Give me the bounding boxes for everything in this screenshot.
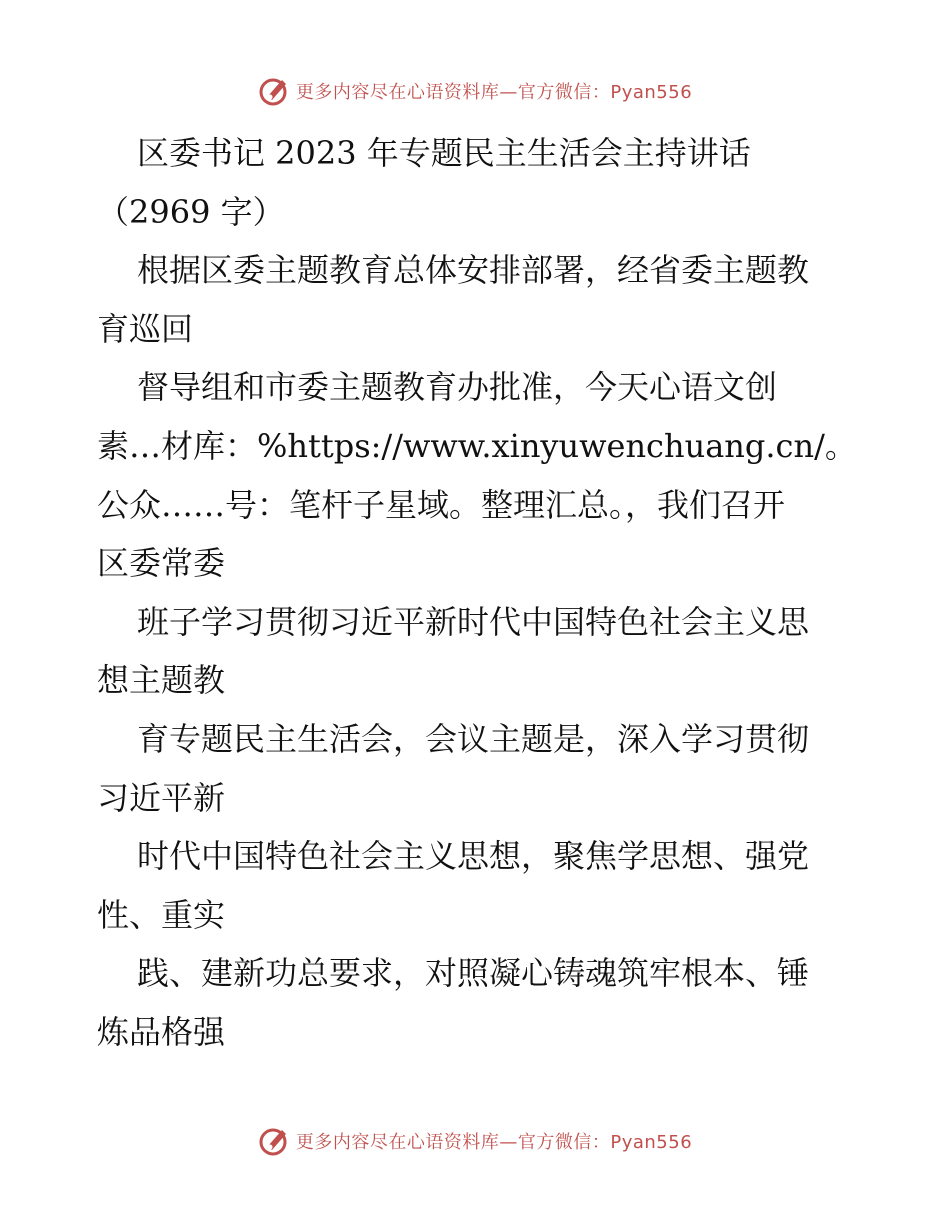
paragraph-line: 时代中国特色社会主义思想，聚焦学思想、强党 [137,837,810,876]
paragraph-line: 践、建新功总要求，对照凝心铸魂筑牢根本、锤 [137,954,810,993]
watermark-text: 更多内容尽在心语资料库—官方微信：Pyan556 [295,1132,693,1153]
paragraph-line: 炼品格强 [97,1012,226,1051]
paragraph-line: 育专题民主生活会，会议主题是，深入学习贯彻 [137,719,810,758]
word-count: （2969 字） [97,192,285,231]
paragraph-line: 公众……号：笔杆子星域。整理汇总。，我们召开 [97,485,786,524]
watermark-footer [0,1124,950,1158]
paragraph-line: 根据区委主题教育总体安排部署，经省委主题教 [137,251,810,290]
paragraph-line: 性、重实 [97,895,226,934]
paragraph-line: 督导组和市委主题教育办批准，今天心语文创 [137,368,778,407]
paragraph-line: 素…材库：%https://www.xinyuwenchuang.cn/。 [97,426,857,465]
paragraph-line: 区委常委 [97,544,226,583]
paragraph-line: 班子学习贯彻习近平新时代中国特色社会主义思 [137,602,810,641]
paragraph-line: 想主题教 [97,661,226,700]
watermark-text: 更多内容尽在心语资料库—官方微信：Pyan556 [295,82,693,103]
paragraph-line: 习近平新 [97,778,226,817]
paragraph-line: 育巡回 [97,309,194,348]
pen-nib-circle-icon [258,1124,292,1158]
document-body [97,124,857,1062]
watermark-header [0,74,950,108]
document-title: 区委书记 2023 年专题民主生活会主持讲话 [137,134,751,172]
pen-nib-circle-icon [258,74,292,108]
